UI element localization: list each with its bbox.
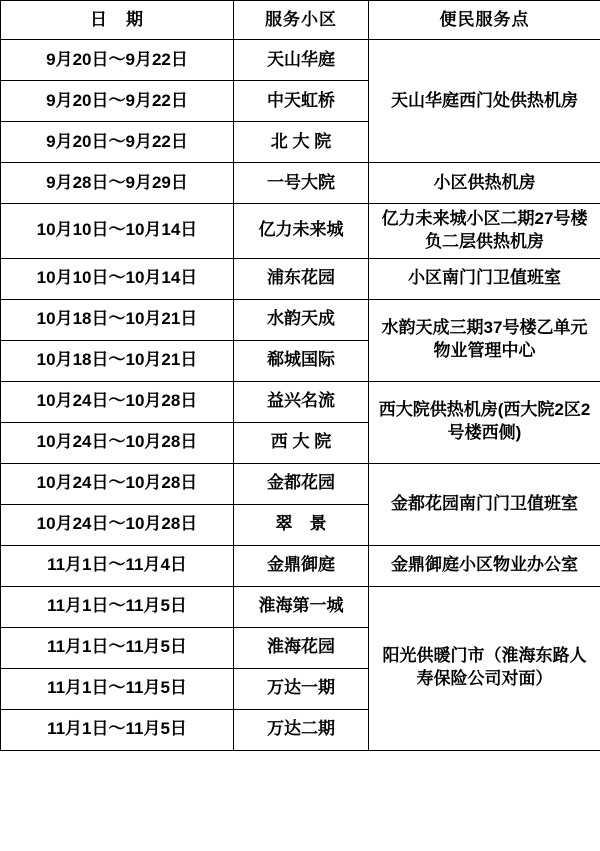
cell-date: 10月24日～10月28日 <box>1 422 234 463</box>
cell-date: 10月24日～10月28日 <box>1 463 234 504</box>
cell-area: 金都花园 <box>234 463 369 504</box>
cell-area: 益兴名流 <box>234 381 369 422</box>
cell-area: 万达二期 <box>234 709 369 750</box>
cell-area: 北 大 院 <box>234 122 369 163</box>
column-header-date: 日 期 <box>1 1 234 40</box>
cell-area: 淮海花园 <box>234 627 369 668</box>
cell-area: 翠 景 <box>234 504 369 545</box>
cell-date: 9月20日～9月22日 <box>1 81 234 122</box>
cell-area: 中天虹桥 <box>234 81 369 122</box>
cell-area: 浦东花园 <box>234 258 369 299</box>
cell-date: 9月28日～9月29日 <box>1 163 234 204</box>
column-header-area: 服务小区 <box>234 1 369 40</box>
table-row <box>1 258 600 299</box>
cell-date: 9月20日～9月22日 <box>1 40 234 81</box>
table-header-row <box>1 1 600 40</box>
table-row <box>1 40 600 81</box>
cell-date: 10月18日～10月21日 <box>1 299 234 340</box>
table-row <box>1 381 600 422</box>
table-row <box>1 163 600 204</box>
cell-date: 10月24日～10月28日 <box>1 504 234 545</box>
cell-date: 10月24日～10月28日 <box>1 381 234 422</box>
cell-date: 11月1日～11月4日 <box>1 545 234 586</box>
cell-date: 10月18日～10月21日 <box>1 340 234 381</box>
cell-service-site: 水韵天成三期37号楼乙单元物业管理中心 <box>369 299 600 381</box>
cell-service-site: 西大院供热机房(西大院2区2号楼西侧) <box>369 381 600 463</box>
cell-date: 11月1日～11月5日 <box>1 668 234 709</box>
cell-area: 一号大院 <box>234 163 369 204</box>
cell-date: 11月1日～11月5日 <box>1 709 234 750</box>
cell-area: 亿力未来城 <box>234 204 369 259</box>
cell-date: 9月20日～9月22日 <box>1 122 234 163</box>
cell-service-site: 天山华庭西门处供热机房 <box>369 40 600 163</box>
cell-service-site: 阳光供暖门市（淮海东路人寿保险公司对面） <box>369 586 600 750</box>
table-row <box>1 204 600 259</box>
cell-service-site: 小区南门门卫值班室 <box>369 258 600 299</box>
table-body <box>1 40 600 751</box>
cell-area: 万达一期 <box>234 668 369 709</box>
table-row <box>1 463 600 504</box>
cell-area: 郗城国际 <box>234 340 369 381</box>
cell-service-site: 金鼎御庭小区物业办公室 <box>369 545 600 586</box>
cell-date: 11月1日～11月5日 <box>1 586 234 627</box>
cell-area: 天山华庭 <box>234 40 369 81</box>
table-row <box>1 545 600 586</box>
cell-date: 10月10日～10月14日 <box>1 258 234 299</box>
cell-date: 10月10日～10月14日 <box>1 204 234 259</box>
cell-service-site: 金都花园南门门卫值班室 <box>369 463 600 545</box>
table-row <box>1 586 600 627</box>
cell-service-site: 小区供热机房 <box>369 163 600 204</box>
column-header-site: 便民服务点 <box>369 1 600 40</box>
table-row <box>1 299 600 340</box>
cell-date: 11月1日～11月5日 <box>1 627 234 668</box>
cell-area: 淮海第一城 <box>234 586 369 627</box>
cell-area: 水韵天成 <box>234 299 369 340</box>
cell-area: 金鼎御庭 <box>234 545 369 586</box>
cell-service-site: 亿力未来城小区二期27号楼负二层供热机房 <box>369 204 600 259</box>
table-header <box>1 1 600 40</box>
cell-area: 西 大 院 <box>234 422 369 463</box>
